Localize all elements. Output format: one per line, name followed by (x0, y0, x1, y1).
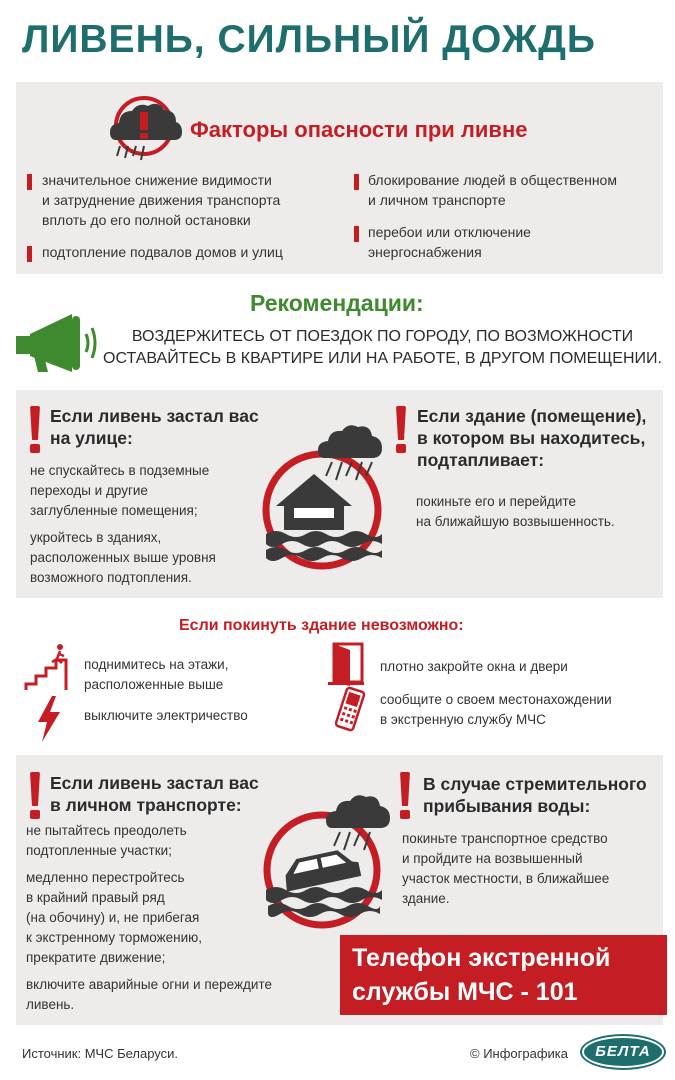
exclamation-icon (28, 406, 42, 453)
source-text: Источник: МЧС Беларуси. (22, 1046, 179, 1061)
building-heading: Если здание (помещение), в котором вы находитесь, подтапливает: (417, 406, 647, 470)
lightning-icon (34, 696, 62, 742)
factor-item-power: перебои или отключение энергоснабжения (368, 224, 531, 260)
flooded-car-icon (262, 788, 392, 934)
factor-bullet (354, 174, 359, 190)
building-item-leave: покиньте его и перейдите на ближайшую возвышенность. (416, 494, 615, 529)
factor-bullet (354, 226, 359, 242)
recommendations-text: ВОЗДЕРЖИТЕСЬ ОТ ПОЕЗДОК ПО ГОРОДУ, ПО ВОЗМОЖНОСТИ ОСТАВАЙТЕСЬ В КВАРТИРЕ ИЛИ НА РАБОТЕ, В ДРУГОМ ПОМЕЩЕНИИ. (103, 328, 662, 367)
factor-item-visibility: значительное снижение видимости и затруднение движения транспорта вплоть до его полной остановки (42, 172, 281, 228)
report-text: сообщите о своем местонахождении в экстренную службу МЧС (380, 692, 612, 727)
factor-bullet (27, 174, 32, 190)
street-heading: Если ливень застал вас на улице: (50, 406, 259, 448)
factor-bullet (27, 246, 32, 262)
emergency-phone-banner: Телефон экстренной службы МЧС - 101 (340, 935, 667, 1015)
transport-item-flooded-areas: не пытайтесь преодолеть подтопленные участки; (26, 823, 187, 858)
rising-water-item-leave-vehicle: покиньте транспортное средство и пройдите на возвышенный участок местности, в ближайшее здание. (402, 831, 610, 906)
stairs-person-icon (24, 644, 74, 692)
recommendations-heading: Рекомендации: (250, 290, 424, 316)
transport-item-hazard-lights: включите аварийные огни и переждите ливень. (26, 977, 272, 1012)
exclamation-icon (398, 772, 412, 819)
transport-heading: Если ливень застал вас в личном транспорте: (50, 773, 259, 815)
flooded-house-icon (262, 418, 384, 578)
door-icon (326, 642, 366, 686)
megaphone-icon (14, 310, 104, 374)
transport-item-pull-over: медленно перестройтесь в крайний правый ряд (на обочину) и, не прибегая к экстренному торможению, прекратите движение; (26, 870, 203, 965)
floors-text: поднимитесь на этажи, расположенные выше (84, 657, 229, 692)
windows-text: плотно закройте окна и двери (380, 659, 568, 674)
rising-water-heading: В случае стремительного прибывания воды: (423, 774, 647, 816)
storm-cloud-warning-icon (106, 92, 186, 168)
credit-text: © Инфографика (470, 1046, 569, 1061)
electricity-text: выключите электричество (84, 708, 248, 723)
street-item-shelter: укройтесь в зданиях, расположенных выше уровня возможного подтопления. (30, 530, 216, 585)
factor-item-flooding: подтопление подвалов домов и улиц (42, 244, 283, 260)
factor-item-blocking: блокирование людей в общественном и личном транспорте (368, 172, 617, 208)
cannot-leave-heading: Если покинуть здание невозможно: (179, 617, 464, 634)
page-title: ЛИВЕНЬ, СИЛЬНЫЙ ДОЖДЬ (22, 18, 596, 61)
exclamation-icon (394, 406, 408, 453)
street-item-underground: не спускайтесь в подземные переходы и другие заглубленные помещения; (30, 463, 210, 518)
exclamation-icon (28, 772, 42, 819)
mobile-phone-icon (334, 686, 366, 732)
factors-heading: Факторы опасности при ливне (190, 117, 528, 142)
belta-logo: БЕЛТА (582, 1036, 664, 1068)
